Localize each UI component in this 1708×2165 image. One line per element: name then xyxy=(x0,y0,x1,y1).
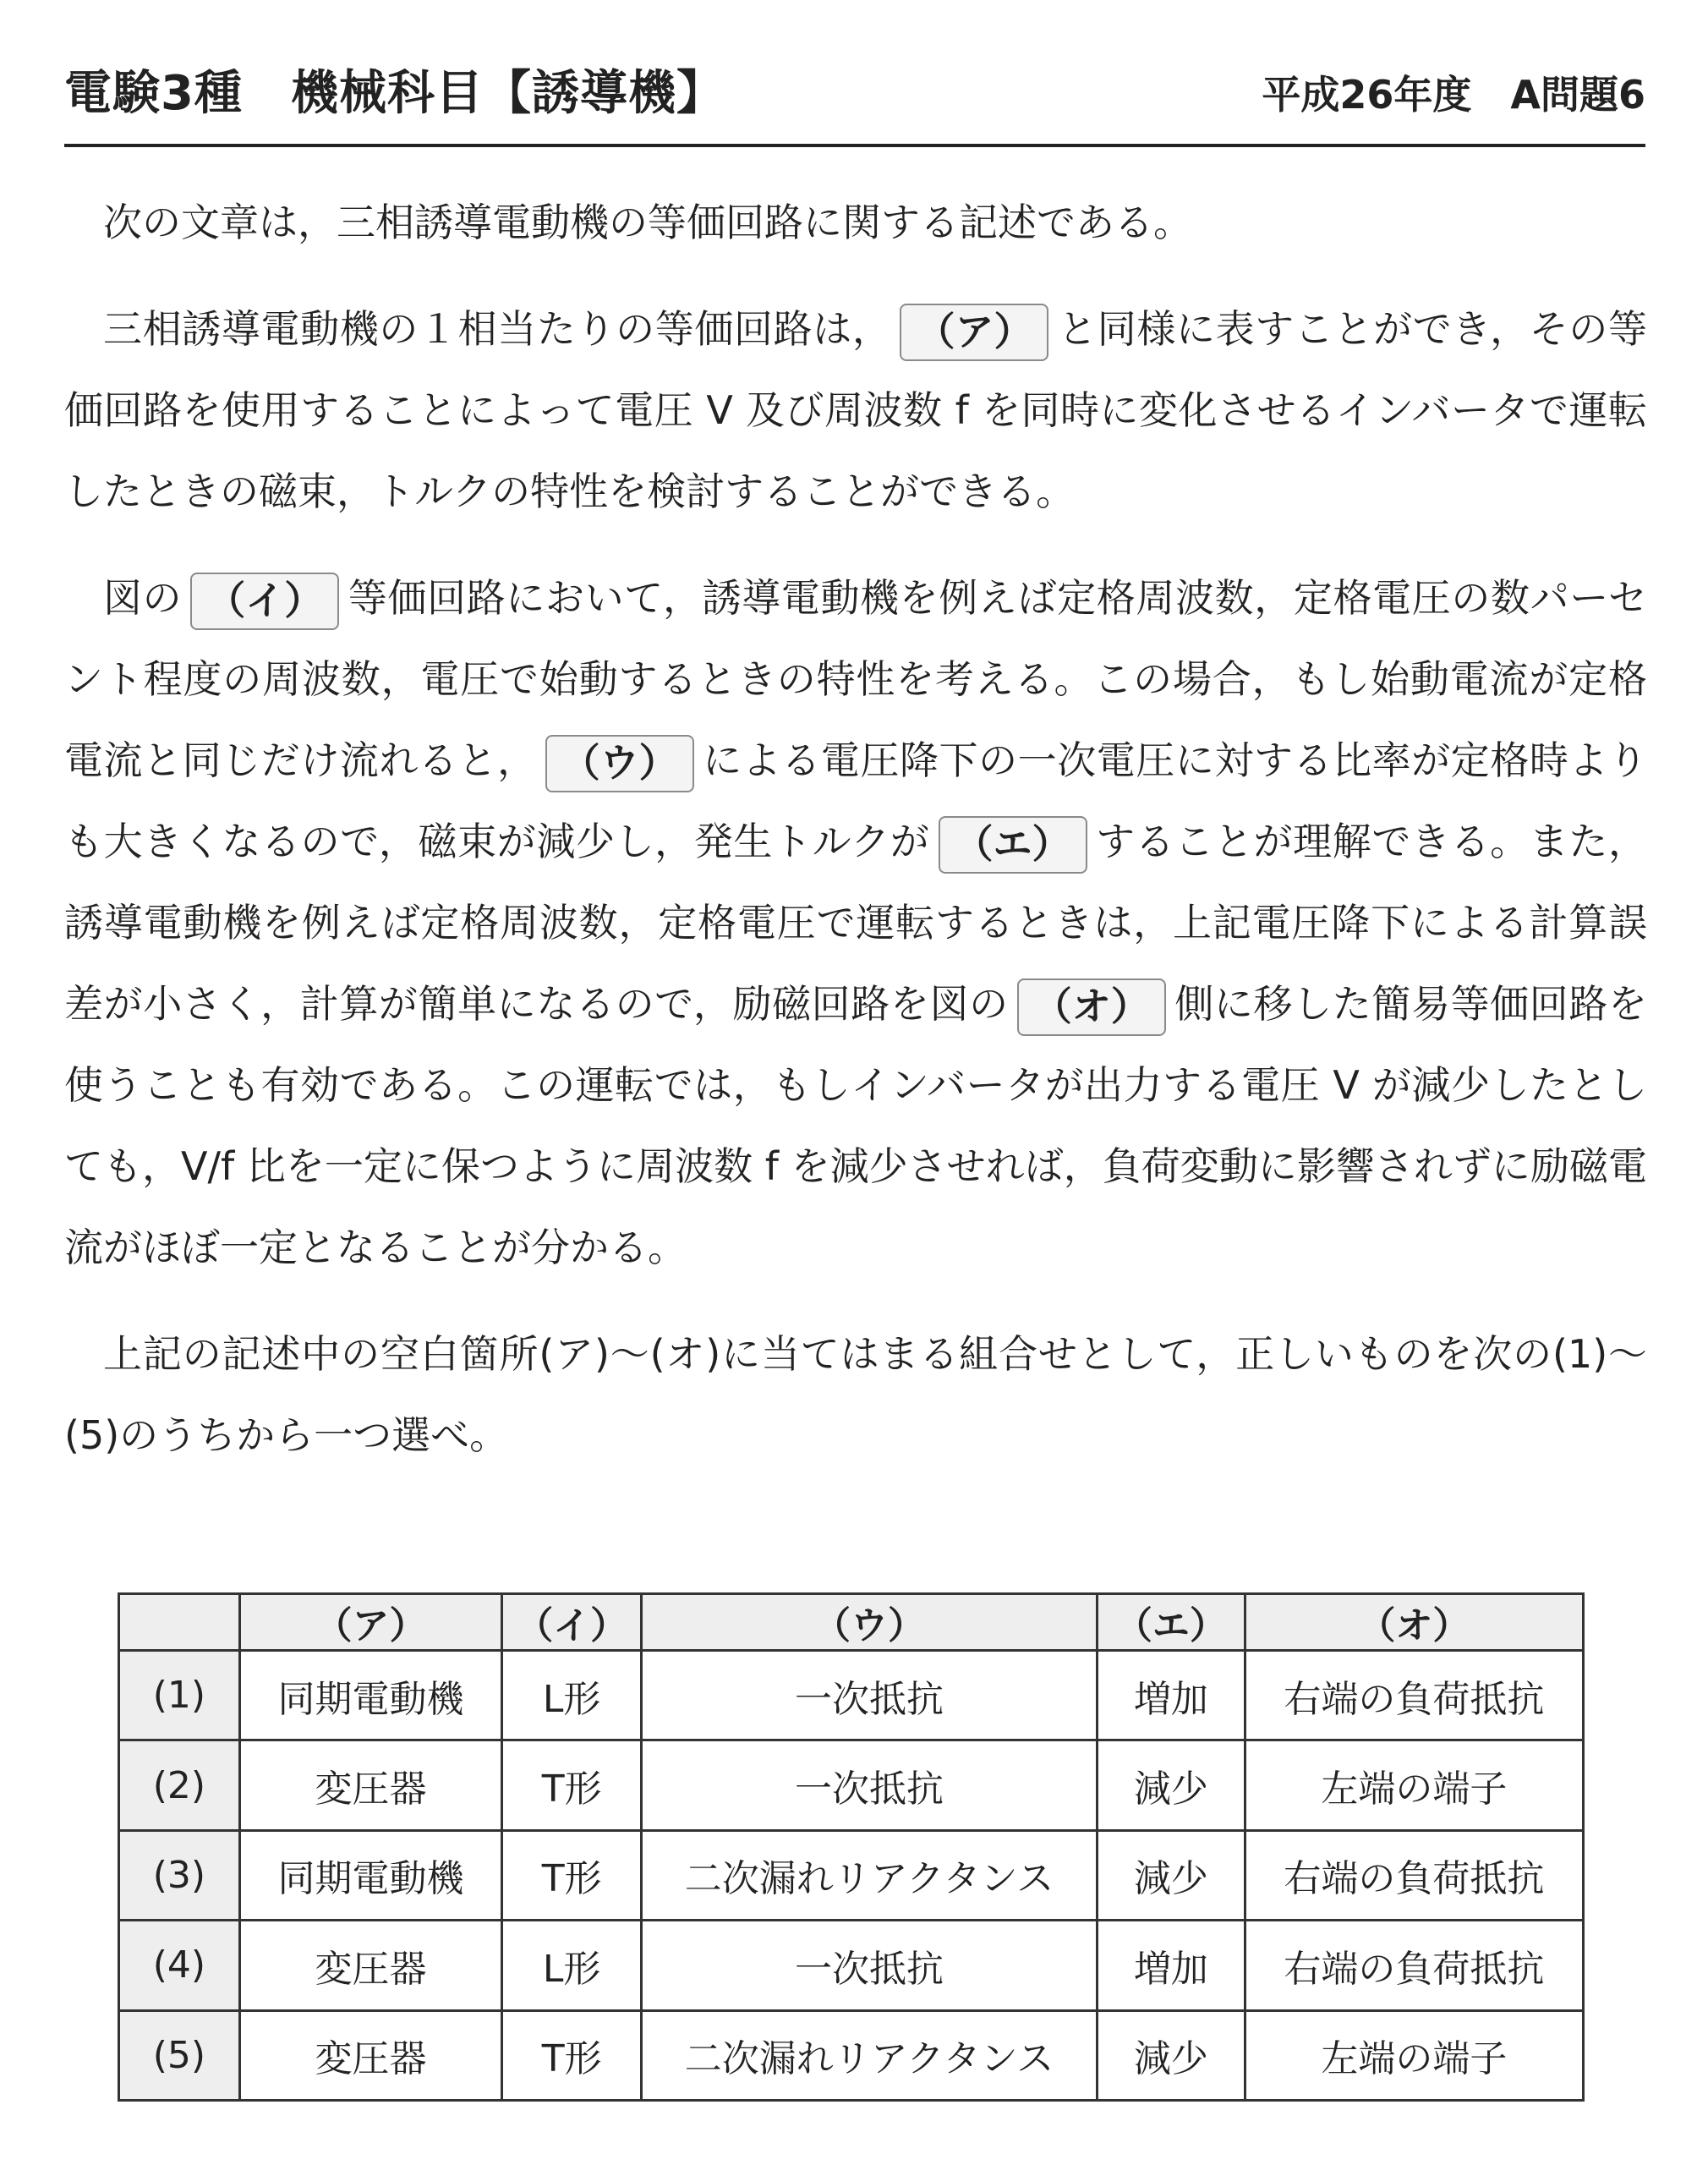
table-cell: T形 xyxy=(502,1740,642,1830)
paragraph-3-text-c: による電圧降下の一次電圧に対する比率が定格時よりも大きくなるので，磁束が減少し，発生トルクが xyxy=(64,737,1648,864)
table-cell: 変圧器 xyxy=(239,1740,501,1830)
table-cell: 一次抵抗 xyxy=(642,1651,1098,1740)
table-header-cell: （ア） xyxy=(239,1594,501,1651)
table-cell: 減少 xyxy=(1097,1740,1245,1830)
table-header-cell: （ウ） xyxy=(642,1594,1098,1651)
choice-number: (5) xyxy=(119,2010,240,2100)
choice-number: (3) xyxy=(119,1830,240,1920)
answer-table xyxy=(118,1592,1585,2102)
instruction-text: 上記の記述中の空白箇所(ア)～(オ)に当てはまる組合せとして，正しいものを次の(1)～(5)のうちから一つ選べ。 xyxy=(64,1331,1647,1458)
table-row xyxy=(119,1740,1584,1830)
table-cell: 右端の負荷抵抗 xyxy=(1245,1830,1583,1920)
paragraph-3-text-a: 図の xyxy=(103,575,183,621)
blank-a: （ア） xyxy=(900,304,1048,361)
table-cell: L形 xyxy=(502,1921,642,2010)
table-cell: 減少 xyxy=(1097,2010,1245,2100)
paragraph-3-text-e: 側に移した簡易等価回路を使うことも有効である。この運転では，もしインバータが出力する電圧 V が減少したとしても，V/f 比を一定に保つように周波数 f を減少させれば，負荷変動に影響されずに励磁電流がほぼ一定となることが分かる。 xyxy=(64,981,1647,1270)
table-cell: 一次抵抗 xyxy=(642,1740,1098,1830)
choice-number: (2) xyxy=(119,1740,240,1830)
blank-o: （オ） xyxy=(1017,978,1166,1036)
table-cell: 一次抵抗 xyxy=(642,1921,1098,2010)
paragraph-3-text-b: 等価回路において，誘導電動機を例えば定格周波数，定格電圧の数パーセント程度の周波数，電圧で始動するときの特性を考える。この場合，もし始動電流が定格電流と同じだけ流れると， xyxy=(64,575,1647,783)
table-row xyxy=(119,1830,1584,1920)
table-cell: L形 xyxy=(502,1651,642,1740)
blank-e: （エ） xyxy=(939,816,1087,874)
paragraph-3-text-d: することが理解できる。また，誘導電動機を例えば定格周波数，定格電圧で運転するときは，上記電圧降下による計算誤差が小さく，計算が簡単になるので，励磁回路を図の xyxy=(64,819,1648,1027)
table-cell: 左端の端子 xyxy=(1245,2010,1583,2100)
table-cell: 変圧器 xyxy=(239,1921,501,2010)
choice-number: (4) xyxy=(119,1921,240,2010)
question-body xyxy=(64,182,1647,1476)
table-header-cell xyxy=(119,1594,240,1651)
page-title: 電験3種 機械科目【誘導機】 xyxy=(64,66,725,121)
table-row xyxy=(119,1921,1584,2010)
table-row xyxy=(119,2010,1584,2100)
table-cell: 右端の負荷抵抗 xyxy=(1245,1651,1583,1740)
page-header xyxy=(64,51,1645,147)
instruction-paragraph xyxy=(64,1313,1647,1476)
table-cell: 変圧器 xyxy=(239,2010,501,2100)
table-cell: 増加 xyxy=(1097,1651,1245,1740)
table-cell: 増加 xyxy=(1097,1921,1245,2010)
table-row xyxy=(119,1651,1584,1740)
table-cell: 二次漏れリアクタンス xyxy=(642,1830,1098,1920)
intro-paragraph xyxy=(64,182,1647,263)
table-cell: 二次漏れリアクタンス xyxy=(642,2010,1098,2100)
table-header-cell: （オ） xyxy=(1245,1594,1583,1651)
blank-i: （イ） xyxy=(190,573,339,630)
table-cell: 右端の負荷抵抗 xyxy=(1245,1921,1583,2010)
intro-text: 次の文章は，三相誘導電動機の等価回路に関する記述である。 xyxy=(103,200,1192,245)
paragraph-2 xyxy=(64,288,1647,532)
table-cell: T形 xyxy=(502,2010,642,2100)
table-header-cell: （イ） xyxy=(502,1594,642,1651)
paragraph-2-text-b: と同様に表すことができ，その等価回路を使用することによって電圧 V 及び周波数 f を同時に変化させるインバータで運転したときの磁束，トルクの特性を検討することができる。 xyxy=(64,306,1647,514)
blank-u: （ウ） xyxy=(545,735,694,792)
question-id: 平成26年度 A問題6 xyxy=(1262,72,1645,118)
table-cell: T形 xyxy=(502,1830,642,1920)
table-cell: 同期電動機 xyxy=(239,1830,501,1920)
table-cell: 同期電動機 xyxy=(239,1651,501,1740)
table-cell: 左端の端子 xyxy=(1245,1740,1583,1830)
paragraph-2-text-a: 三相誘導電動機の１相当たりの等価回路は， xyxy=(103,306,892,352)
paragraph-3 xyxy=(64,557,1647,1288)
choice-number: (1) xyxy=(119,1651,240,1740)
table-header-row xyxy=(119,1594,1584,1651)
table-header-cell: （エ） xyxy=(1097,1594,1245,1651)
table-cell: 減少 xyxy=(1097,1830,1245,1920)
